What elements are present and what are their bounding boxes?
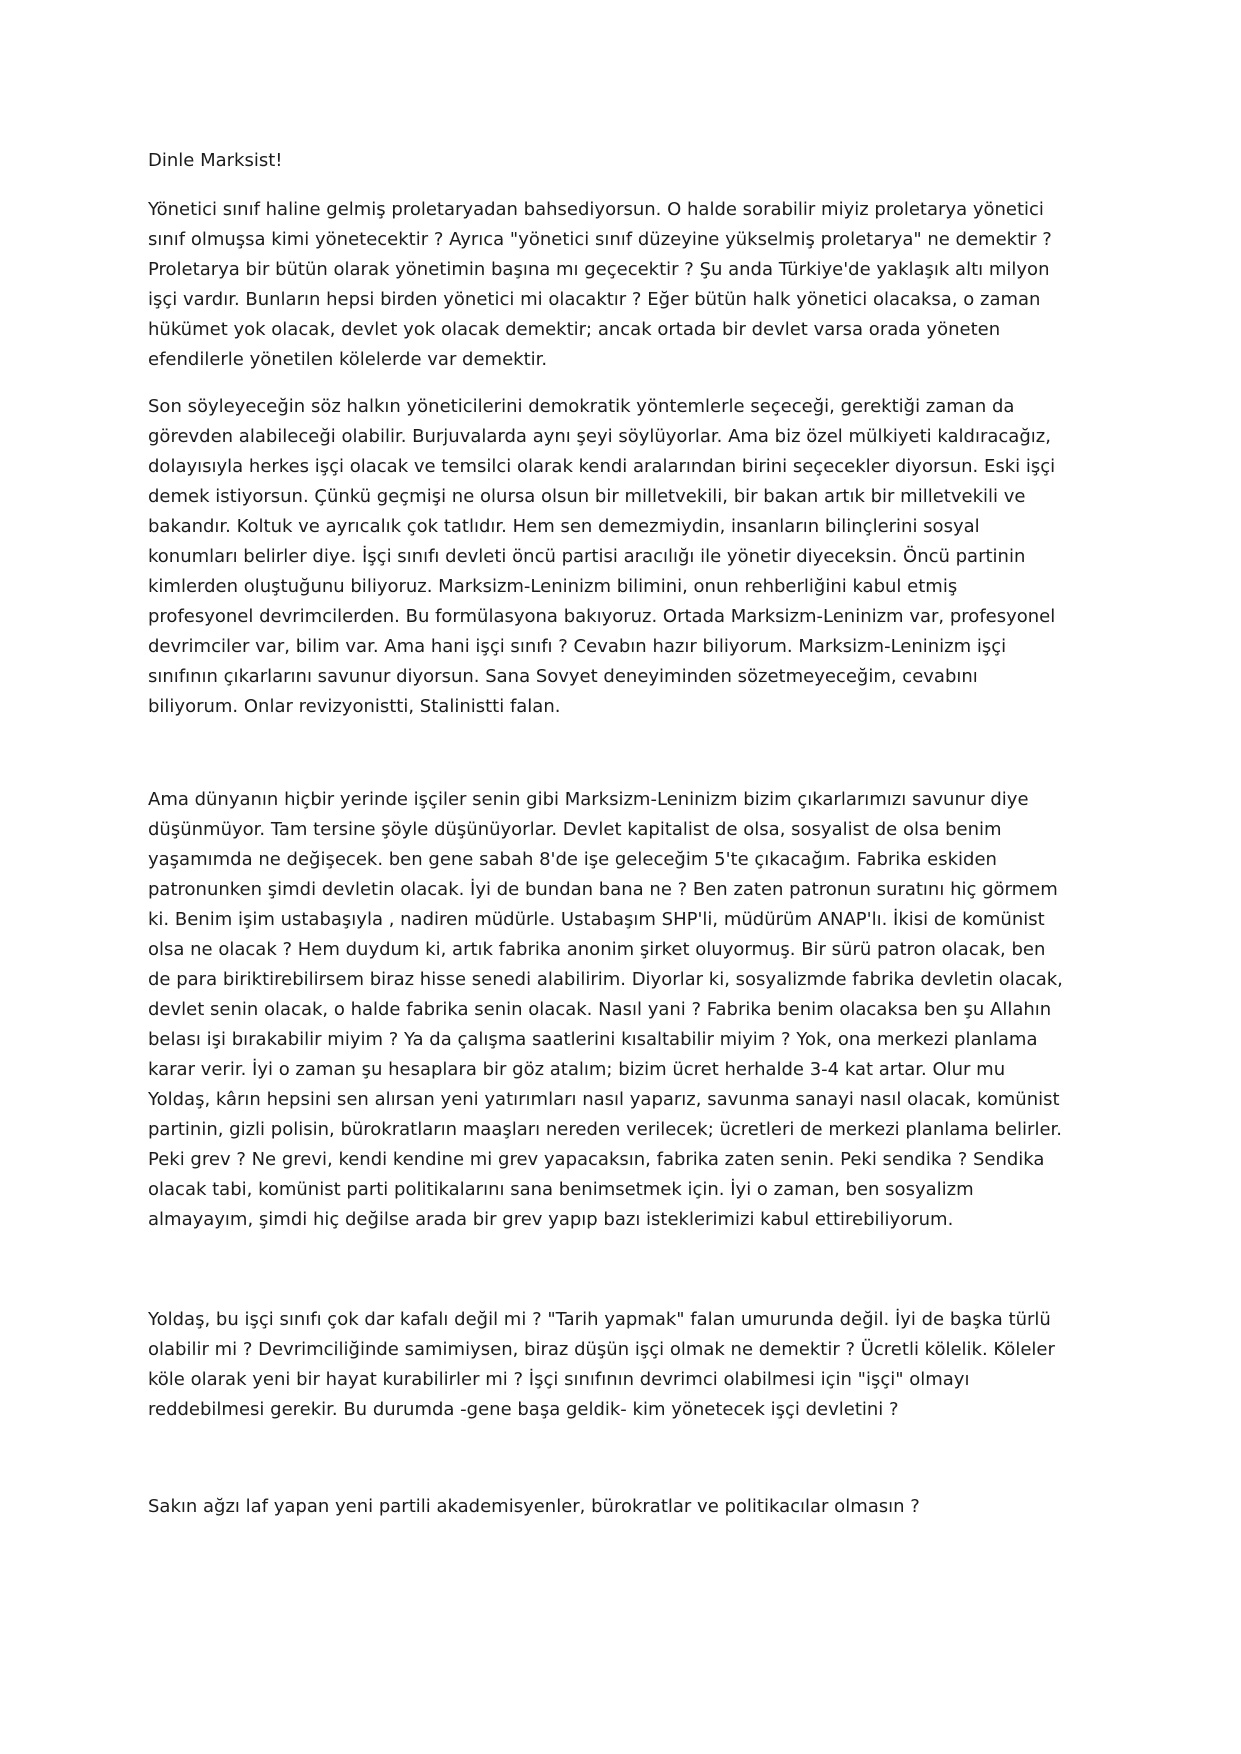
text-line: sınıf olmuşsa kimi yönetecektir ? Ayrıca "yönetici sınıf düzeyine yükselmiş proletarya" ne demektir ? [148, 229, 1052, 250]
text-line: karar verir. İyi o zaman şu hesaplara bir göz atalım; bizim ücret herhalde 3-4 kat artar. Olur mu [148, 1059, 1006, 1080]
text-line: olacak tabi, komünist parti politikalarını sana benimsetmek için. İyi o zaman, ben sosyalizm [148, 1179, 974, 1200]
text-line: sınıfının çıkarlarını savunur diyorsun. Sana Sovyet deneyiminden sözetmeyeceğim, cevabını [148, 666, 978, 687]
text-line: Peki grev ? Ne grevi, kendi kendine mi grev yapacaksın, fabrika zaten senin. Peki sendika ? Sendika [148, 1149, 1045, 1170]
text-line: efendilerle yönetilen kölelerde var demektir. [148, 349, 548, 370]
text-line: görevden alabileceği olabilir. Burjuvalarda aynı şeyi söylüyorlar. Ama biz özel mülkiyeti kaldıracağız, [148, 426, 1051, 447]
text-line: Yoldaş, kârın hepsini sen alırsan yeni yatırımları nasıl yaparız, savunma sanayi nasıl olacak, komünist [148, 1089, 1060, 1110]
greeting-line [148, 146, 1098, 176]
text-line: almayayım, şimdi hiç değilse arada bir grev yapıp bazı isteklerimizi kabul ettirebiliyorum. [148, 1209, 954, 1230]
paragraph-4 [148, 1305, 1098, 1425]
text-line: biliyorum. Onlar revizyonistti, Stalinistti falan. [148, 696, 561, 717]
text-line: kimlerden oluştuğunu biliyoruz. Marksizm-Leninizm bilimini, onun rehberliğini kabul etmiş [148, 576, 958, 597]
text-line: olsa ne olacak ? Hem duydum ki, artık fabrika anonim şirket oluyormuş. Bir sürü patron olacak, ben [148, 939, 1046, 960]
text-line: Proletarya bir bütün olarak yönetimin başına mı geçecektir ? Şu anda Türkiye'de yaklaşık altı milyon [148, 259, 1050, 280]
text-line: devlet senin olacak, o halde fabrika senin olacak. Nasıl yani ? Fabrika benim olacaksa ben şu Allahın [148, 999, 1052, 1020]
text-line: düşünmüyor. Tam tersine şöyle düşünüyorlar. Devlet kapitalist de olsa, sosyalist de olsa benim [148, 819, 1002, 840]
paragraph-1 [148, 195, 1098, 375]
text-line: Yoldaş, bu işçi sınıfı çok dar kafalı değil mi ? "Tarih yapmak" falan umurunda değil. İyi de başka türlü [148, 1309, 1051, 1330]
text-line: Ama dünyanın hiçbir yerinde işçiler senin gibi Marksizm-Leninizm bizim çıkarlarımızı savunur diye [148, 789, 1029, 810]
text-line: bakandır. Koltuk ve ayrıcalık çok tatlıdır. Hem sen demezmiydin, insanların bilinçlerini sosyal [148, 516, 980, 537]
text-line: de para biriktirebilirsem biraz hisse senedi alabilirim. Diyorlar ki, sosyalizmde fabrika devletin olacak, [148, 969, 1063, 990]
text-line: Dinle Marksist! [148, 150, 283, 171]
text-line: Sakın ağzı laf yapan yeni partili akademisyenler, bürokratlar ve politikacılar olmasın ? [148, 1496, 920, 1517]
text-line: belası işi bırakabilir miyim ? Ya da çalışma saatlerini kısaltabilir miyim ? Yok, ona merkezi planlama [148, 1029, 1038, 1050]
text-line: Son söyleyeceğin söz halkın yöneticilerini demokratik yöntemlerle seçeceği, gerektiği zaman da [148, 396, 1015, 417]
paragraph-3 [148, 785, 1098, 1235]
text-line: profesyonel devrimcilerden. Bu formülasyona bakıyoruz. Ortada Marksizm-Leninizm var, profesyonel [148, 606, 1056, 627]
text-line: köle olarak yeni bir hayat kurabilirler mi ? İşçi sınıfının devrimci olabilmesi için "işçi" olmayı [148, 1369, 970, 1390]
closing-line [148, 1492, 1098, 1522]
text-line: konumları belirler diye. İşçi sınıfı devleti öncü partisi aracılığı ile yönetir diyeceksin. Öncü partinin [148, 546, 1026, 567]
text-line: reddebilmesi gerekir. Bu durumda -gene başa geldik- kim yönetecek işçi devletini ? [148, 1399, 899, 1420]
text-line: dolayısıyla herkes işçi olacak ve temsilci olarak kendi aralarından birini seçecekler diyorsun. Eski işçi [148, 456, 1056, 477]
text-line: devrimciler var, bilim var. Ama hani işçi sınıfı ? Cevabın hazır biliyorum. Marksizm-Leninizm işçi [148, 636, 1007, 657]
text-line: yaşamımda ne değişecek. ben gene sabah 8'de işe geleceğim 5'te çıkacağım. Fabrika eskiden [148, 849, 997, 870]
text-line: demek istiyorsun. Çünkü geçmişi ne olursa olsun bir milletvekili, bir bakan artık bir milletvekili ve [148, 486, 1026, 507]
text-line: patronunken şimdi devletin olacak. İyi de bundan bana ne ? Ben zaten patronun suratını hiç görmem [148, 879, 1058, 900]
paragraph-2 [148, 392, 1098, 722]
text-line: partinin, gizli polisin, bürokratların maaşları nereden verilecek; ücretleri de merkezi planlama belirler. [148, 1119, 1063, 1140]
text-line: Yönetici sınıf haline gelmiş proletaryadan bahsediyorsun. O halde sorabilir miyiz proletarya yönetici [148, 199, 1044, 220]
text-line: ki. Benim işim ustabaşıyla , nadiren müdürle. Ustabaşım SHP'li, müdürüm ANAP'lı. İkisi de komünist [148, 909, 1045, 930]
text-line: hükümet yok olacak, devlet yok olacak demektir; ancak ortada bir devlet varsa orada yöneten [148, 319, 1001, 340]
text-line: işçi vardır. Bunların hepsi birden yönetici mi olacaktır ? Eğer bütün halk yönetici olacaksa, o zaman [148, 289, 1041, 310]
text-line: olabilir mi ? Devrimciliğinde samimiysen, biraz düşün işçi olmak ne demektir ? Ücretli kölelik. Köleler [148, 1339, 1055, 1360]
